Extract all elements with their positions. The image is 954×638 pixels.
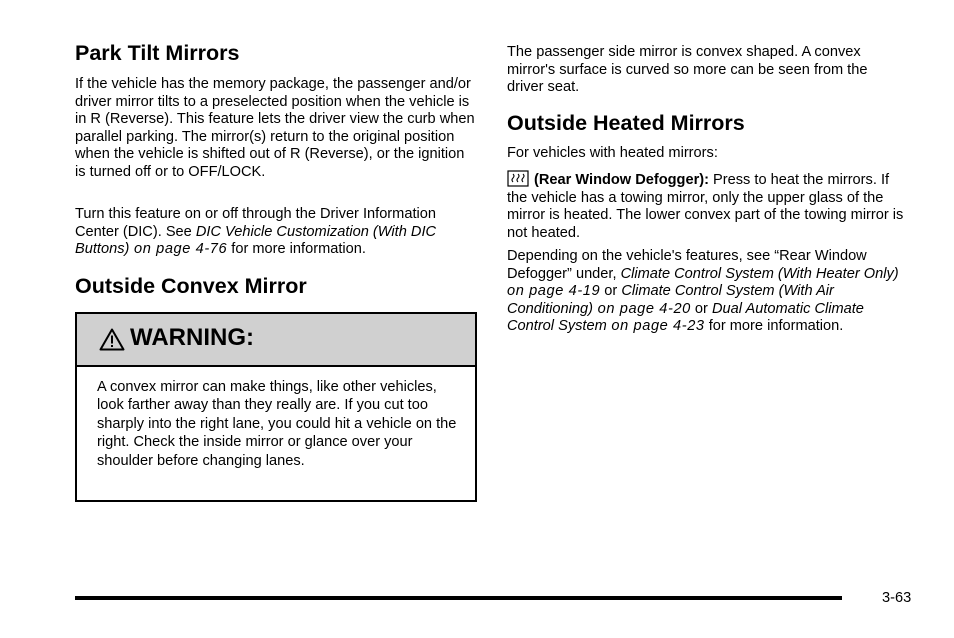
footer-rule	[75, 596, 842, 600]
climate-ref-3-page: on page 4-23	[606, 318, 705, 335]
dic-page-ref: on page 4-76	[129, 241, 228, 258]
convex-description: The passenger side mirror is convex shaped. A convex mirror's surface is curved so more can be seen from the driver seat.	[507, 44, 868, 96]
climate-text-start: Depending on the vehicle's features, see “Rear Window Defogger” under,	[507, 248, 867, 282]
climate-ref-2-page: on page 4-20	[593, 300, 691, 317]
dic-reference: DIC Vehicle Customization (With DIC Buttons)	[75, 223, 437, 258]
warning-title: WARNING:	[130, 324, 254, 351]
rear-window-defogger-icon	[507, 170, 529, 187]
defogger-text: Press to heat the mirrors. If the vehicle has a towing mirror, only the upper glass of the mirror is heated. The lower convex part of the towing mirror is not heated.	[507, 172, 904, 241]
defogger-paragraph	[507, 170, 907, 242]
defogger-label: (Rear Window Defogger):	[534, 172, 709, 188]
climate-reference-paragraph	[507, 248, 907, 336]
heated-mirrors-heading: Outside Heated Mirrors	[507, 111, 745, 135]
park-tilt-dic-paragraph	[75, 206, 477, 259]
warning-body: A convex mirror can make things, like other vehicles, look farther away than they really are. If you cut too sharply into the right lane, you could hit a vehicle on the right. Check the inside mirror or glance over your shoulder before changing lanes.	[97, 379, 457, 469]
park-tilt-heading: Park Tilt Mirrors	[75, 41, 240, 65]
warning-box	[75, 312, 477, 502]
dic-text-start: Turn this feature on or off through the Driver Information Center (DIC). See	[75, 206, 436, 240]
climate-ref-1-page: on page 4-19	[507, 283, 601, 300]
dic-text-end: for more information.	[227, 241, 366, 258]
climate-ref-3: Dual Automatic Climate Control System	[507, 300, 864, 335]
climate-ref-2: Climate Control System (With Air Conditioning)	[507, 283, 834, 317]
warning-header	[77, 314, 475, 367]
page-number: 3-63	[882, 590, 912, 606]
climate-or-1: or	[600, 283, 622, 300]
convex-mirror-heading: Outside Convex Mirror	[75, 274, 307, 298]
heated-intro: For vehicles with heated mirrors:	[507, 145, 718, 161]
warning-triangle-icon	[99, 328, 125, 351]
climate-or-2: or	[690, 300, 712, 317]
park-tilt-paragraph: If the vehicle has the memory package, the passenger and/or driver mirror tilts to a preselected position when the vehicle is in R (Reverse). This feature lets the driver view the curb when parallel parking. The mirror(s) return to the original position when the vehicle is shifted out of R (Reverse), or the ignition is turned off or to OFF/LOCK.	[75, 76, 475, 180]
climate-ref-1: Climate Control System (With Heater Only)	[620, 265, 899, 282]
climate-text-end: for more information.	[704, 318, 844, 335]
